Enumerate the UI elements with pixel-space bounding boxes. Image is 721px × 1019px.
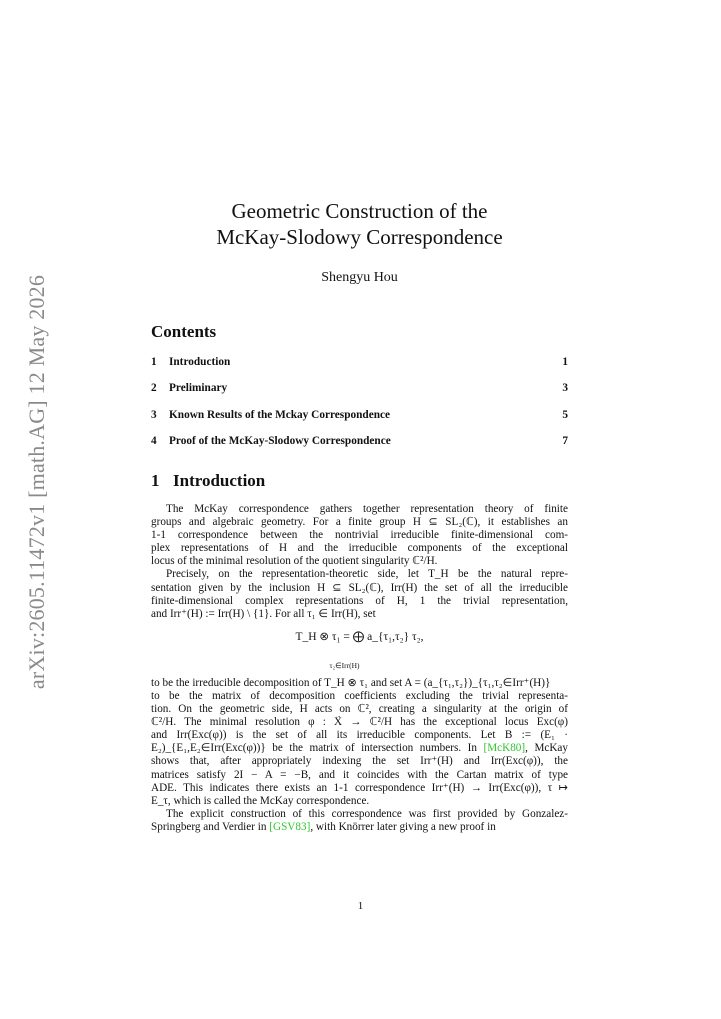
toc-entry-title: Known Results of the Mckay Correspondence [169,409,391,421]
toc-entry-page: 3 [562,382,568,394]
citation-link[interactable]: [GSV83] [269,820,311,833]
text-line [151,742,568,755]
text-line: finite-dimensional complex representations of H, 1 the trivial representation, [151,594,568,607]
toc-entry-number: 4 [151,435,157,447]
text-line: matrices satisfy 2I − A = −B, and it coincides with the Cartan matrix of type [151,768,568,781]
citation-link[interactable]: [McK80] [483,742,526,755]
toc-entry-number: 2 [151,382,157,394]
text-fragment: Springberg and Verdier in [151,820,267,833]
text-line: ℂ²/H. The minimal resolution φ : X̃ → ℂ²/H has the exceptional locus Exc(φ) [151,716,568,729]
toc-entry[interactable] [151,382,568,398]
text-line: to be the matrix of decomposition coefficients excluding the trivial representa- [151,689,568,702]
page-number: 1 [357,900,364,912]
toc-entry[interactable] [151,409,568,425]
toc-entry-number: 3 [151,409,157,421]
contents-heading: Contents [151,322,217,341]
text-line: groups and algebraic geometry. For a finite group H ⊆ SL₂(ℂ), it establishes an [151,516,568,529]
title-line-2: McKay-Slodowy Correspondence [216,225,503,249]
paper-title [151,198,568,250]
text-line: to be the irreducible decomposition of T_H ⊗ τ₁ and set A = (a_{τ₁,τ₂})_{τ₁,τ₂∈Irr⁺(H)} [151,676,551,689]
text-line: The McKay correspondence gathers together representation theory of finite [166,503,568,515]
arxiv-sidebar [22,272,52,692]
toc-entry-title: Introduction [169,356,231,368]
arxiv-identifier: arXiv:2605.11472v1 [math.AG] 12 May 2026 [24,274,49,690]
text-line: sentation given by the inclusion H ⊆ SL₂(ℂ), Irr(H) the set of all the irreducible [151,581,568,594]
equation-subscript: τ₂∈Irr(H) [329,660,360,670]
text-fragment: , McKay [525,742,568,755]
toc-entry-page: 1 [562,356,568,368]
toc-entry-page: 7 [562,435,568,447]
toc-entry[interactable] [151,356,568,372]
section-title: Introduction [173,471,266,490]
text-line: locus of the minimal resolution of the quotient singularity ℂ²/H. [151,555,438,568]
text-line: and Irr⁺(H) := Irr(H) \ {1}. For all τ₁ ∈ Irr(H), set [151,607,376,620]
text-line: The explicit construction of this correspondence was first provided by Gonzalez- [166,807,568,820]
author-name: Shengyu Hou [321,270,398,285]
text-line: tion. On the geometric side, H acts on ℂ², creating a singularity at the origin of [151,703,568,716]
text-line: ADE. This indicates there exists an 1-1 correspondence Irr⁺(H) → Irr(Exc(φ)), τ ↦ [151,781,568,794]
text-fragment: E₂)_{E₁,E₂∈Irr(Exc(φ))} be the matrix of intersection numbers. In [151,742,477,755]
text-fragment: , with Knörrer later giving a new proof in [310,820,496,833]
text-line: shows that, after appropriately indexing the set Irr⁺(H) and Irr(Exc(φ)), the [151,755,568,768]
toc-entry-page: 5 [562,409,568,421]
text-line: 1-1 correspondence between the nontrivial irreducible finite-dimensional com- [151,529,568,542]
text-line: Precisely, on the representation-theoretic side, let T_H be the natural repre- [166,568,568,581]
toc-entry[interactable] [151,435,568,451]
section-number: 1 [151,471,160,490]
toc-entry-number: 1 [151,356,157,368]
toc-entry-title: Preliminary [169,382,228,394]
equation-main: T_H ⊗ τ₁ = ⨁ a_{τ₁,τ₂} τ₂, [295,630,424,643]
text-line: E_τ, which is called the McKay correspondence. [151,794,370,807]
toc-entry-title: Proof of the McKay-Slodowy Correspondence [169,435,391,447]
display-equation [151,621,568,677]
text-line: plex representations of H and the irreducible components of the exceptional [151,542,568,555]
text-line: and Irr(Exc(φ)) is the set of all its irreducible components. Let B := (E₁ · [151,729,568,742]
text-line [151,821,568,834]
section-body [151,503,568,834]
title-line-1: Geometric Construction of the [231,199,488,223]
section-heading [151,471,265,491]
